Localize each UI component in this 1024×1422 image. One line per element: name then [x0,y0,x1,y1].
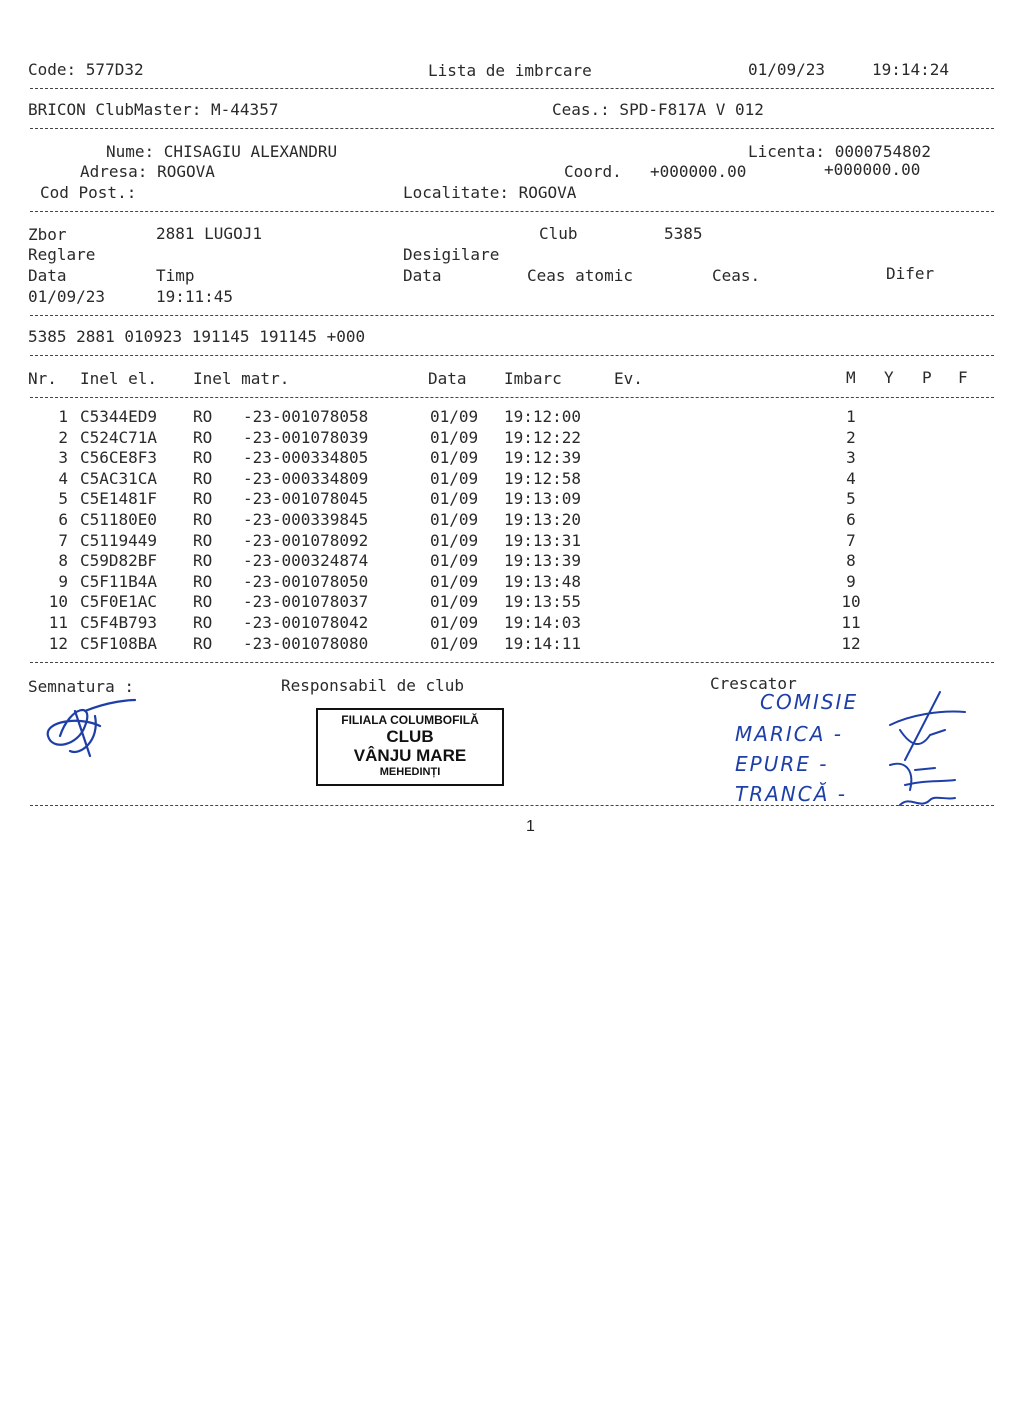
col-header-y: Y [884,368,894,387]
row-country: RO [193,448,213,468]
table-row [0,551,1024,571]
row-date: 01/09 [430,592,479,612]
row-country: RO [193,613,213,632]
coord-x: +000000.00 [650,162,747,181]
row-ring-number: -23-001078058 [243,407,369,426]
row-rank: 8 [846,551,856,571]
row-date: 01/09 [430,510,479,529]
difference-label: Difer [886,264,935,283]
row-electronic-ring: C5F108BA [80,633,158,653]
desigilare-data-label: Data [403,266,442,285]
table-row [0,531,1024,551]
table-row [0,469,1024,489]
table-row [0,489,1024,509]
row-country: RO [193,633,213,653]
row-country: RO [193,427,213,447]
row-electronic-ring: C59D82BF [80,551,158,571]
row-country: RO [193,571,213,591]
row-time: 19:13:20 [504,510,582,529]
row-time: 19:13:09 [504,489,582,509]
col-header-inel-el: Inel el. [80,369,158,388]
row-date: 01/09 [430,489,479,509]
row-rank: 1 [846,407,856,426]
document-title: Lista de imbrcare [428,61,592,80]
divider [30,211,994,212]
handwritten-commission: COMISIE [760,690,859,714]
row-nr: 11 [48,613,68,632]
row-date: 01/09 [430,468,479,488]
handwritten-name-3: TRANCĂ - [735,782,847,806]
flight-value: 2881 LUGOJ1 [156,224,262,243]
table-row [0,407,1024,427]
row-time: 19:13:55 [504,592,582,612]
row-electronic-ring: C51180E0 [80,510,158,529]
col-header-imbarc: Imbarc [504,369,562,388]
row-ring-number: -23-000334809 [243,468,369,488]
table-row [0,634,1024,654]
table-row [0,448,1024,468]
divider [30,662,994,663]
row-rank: 5 [846,489,856,509]
row-rank: 7 [846,530,856,550]
row-time: 19:13:31 [504,530,582,550]
row-ring-number: -23-000324874 [243,551,369,571]
row-time: 19:12:58 [504,468,582,488]
row-time: 19:14:11 [504,633,582,653]
data-label: Data [28,266,67,285]
desigilare-label: Desigilare [403,245,500,264]
divider [30,315,994,316]
coord-label: Coord. [564,162,622,181]
col-header-m: M [846,368,856,387]
atomic-clock-label: Ceas atomic [527,266,633,285]
row-nr: 2 [58,427,68,447]
row-ring-number: -23-000339845 [243,510,369,529]
row-nr: 3 [58,448,68,468]
row-time: 19:13:39 [504,551,582,571]
reglare-time: 19:11:45 [156,287,234,306]
col-header-f: F [958,368,968,387]
row-rank: 9 [846,571,856,591]
row-country: RO [193,592,213,612]
col-header-p: P [922,368,932,387]
row-country: RO [193,407,213,426]
flight-label: Zbor [28,225,67,244]
col-header-inel-matr: Inel matr. [193,369,290,388]
row-date: 01/09 [430,551,479,571]
row-nr: 8 [58,551,68,571]
stamp-line-1: FILIALA COLUMBOFILĂ [341,713,479,727]
breeder-label: Crescator [710,674,797,693]
license-number: Licenta: 0000754802 [748,142,932,161]
print-date: 01/09/23 [748,60,826,79]
row-rank: 11 [841,613,861,632]
row-date: 01/09 [430,633,479,653]
row-nr: 1 [58,407,68,426]
reglare-date: 01/09/23 [28,287,106,306]
row-nr: 6 [58,510,68,529]
locality: Localitate: ROGOVA [403,183,577,202]
print-time: 19:14:24 [872,60,950,79]
row-date: 01/09 [430,427,479,447]
row-ring-number: -23-001078042 [243,613,369,632]
row-rank: 2 [846,427,856,447]
row-date: 01/09 [430,571,479,591]
club-stamp [316,708,504,786]
row-time: 19:13:48 [504,571,582,591]
row-nr: 7 [58,530,68,550]
coord-y: +000000.00 [824,160,921,179]
row-date: 01/09 [430,613,479,632]
table-row [0,613,1024,633]
stamp-line-3: VÂNJU MARE [353,746,467,765]
code-label: Code: 577D32 [28,60,144,79]
club-value: 5385 [664,224,703,243]
row-nr: 4 [58,468,68,488]
row-electronic-ring: C5119449 [80,530,158,550]
divider [30,805,994,806]
row-country: RO [193,530,213,550]
page-number: 1 [526,818,535,835]
row-electronic-ring: C5F11B4A [80,571,158,591]
row-electronic-ring: C5F0E1AC [80,592,158,612]
row-electronic-ring: C56CE8F3 [80,448,158,468]
col-header-data: Data [428,369,467,388]
row-ring-number: -23-001078080 [243,633,369,653]
row-electronic-ring: C5F4B793 [80,613,158,632]
row-date: 01/09 [430,448,479,468]
club-responsible-label: Responsabil de club [281,676,465,695]
row-nr: 12 [48,633,68,653]
table-row [0,510,1024,530]
commission-signatures-icon [860,690,970,820]
handwritten-name-1: MARICA - [735,722,843,746]
row-electronic-ring: C524C71A [80,427,158,447]
divider [30,397,994,398]
row-country: RO [193,468,213,488]
col-header-ev: Ev. [614,369,643,388]
row-rank: 6 [846,510,856,529]
row-ring-number: -23-001078045 [243,489,369,509]
row-electronic-ring: C5E1481F [80,489,158,509]
row-rank: 3 [846,448,856,468]
divider [30,128,994,129]
row-ring-number: -23-001078037 [243,592,369,612]
stamp-line-2: CLUB [386,727,434,746]
row-rank: 4 [846,468,856,488]
club-label: Club [539,224,578,243]
row-time: 19:12:00 [504,407,582,426]
row-ring-number: -23-001078039 [243,427,369,447]
row-ring-number: -23-000334805 [243,448,369,468]
col-header-nr: Nr. [28,369,57,388]
clubmaster-id: BRICON ClubMaster: M-44357 [28,100,279,119]
timp-label: Timp [156,266,195,285]
row-ring-number: -23-001078050 [243,571,369,591]
postal-code-label: Cod Post.: [40,183,137,202]
row-time: 19:12:22 [504,427,582,447]
table-row [0,572,1024,592]
table-row [0,428,1024,448]
table-row [0,592,1024,612]
owner-address: Adresa: ROGOVA [80,162,215,181]
clock-label: Ceas. [712,266,761,285]
row-electronic-ring: C5AC31CA [80,468,158,488]
divider [30,88,994,89]
row-date: 01/09 [430,530,479,550]
row-country: RO [193,551,213,571]
row-rank: 12 [841,633,861,653]
row-rank: 10 [841,592,861,612]
row-time: 19:14:03 [504,613,582,632]
row-time: 19:12:39 [504,448,582,468]
owner-name: Nume: CHISAGIU ALEXANDRU [106,142,338,161]
stamp-line-4: MEHEDINȚI [379,766,441,778]
clock-id: Ceas.: SPD-F817A V 012 [552,100,764,119]
handwritten-name-2: EPURE - [735,752,829,776]
row-country: RO [193,510,213,529]
signature-scribble-icon [40,696,140,766]
row-nr: 9 [58,571,68,591]
row-nr: 5 [58,489,68,509]
row-nr: 10 [48,592,68,612]
signature-label: Semnatura : [28,677,134,696]
row-date: 01/09 [430,407,479,426]
summary-line: 5385 2881 010923 191145 191145 +000 [28,327,366,346]
row-country: RO [193,489,213,509]
row-ring-number: -23-001078092 [243,530,369,550]
reglare-label: Reglare [28,245,96,264]
divider [30,355,994,356]
row-electronic-ring: C5344ED9 [80,407,158,426]
